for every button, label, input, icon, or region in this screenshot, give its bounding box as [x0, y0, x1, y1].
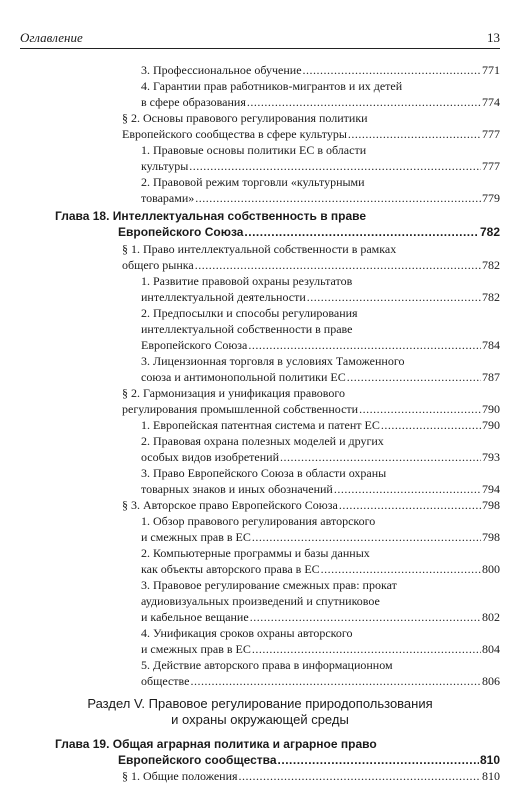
- dot-leader: [250, 609, 481, 625]
- entry-page-number: 810: [482, 769, 500, 783]
- entry-page-number: 782: [479, 225, 500, 239]
- entry-text: особых видов изобретений: [141, 450, 280, 464]
- chapter-entry-line[interactable]: [118, 752, 500, 768]
- entry-page-number: 777: [482, 159, 500, 173]
- entry-page-number: 804: [482, 642, 500, 656]
- toc-entry-line[interactable]: [122, 401, 500, 417]
- entry-text: товарных знаков и иных обозначений: [141, 482, 333, 496]
- toc-entry-line[interactable]: [141, 609, 500, 625]
- running-title: Оглавление: [20, 30, 83, 45]
- entry-page-number: 806: [482, 674, 500, 688]
- dot-leader: [334, 481, 481, 497]
- entry-page-number: 793: [482, 450, 500, 464]
- toc-entry-line: [141, 305, 358, 321]
- entry-text: 1. Развитие правовой охраны результатов: [141, 274, 353, 288]
- entry-text: 3. Правовое регулирование смежных прав: прокат: [141, 578, 397, 592]
- entry-text: § 3. Авторское право Европейского Союза: [122, 498, 338, 512]
- dot-leader: [189, 158, 481, 174]
- entry-text: регулирования промышленной собственности: [122, 402, 359, 416]
- entry-text: § 1. Право интеллектуальной собственности в рамках: [122, 242, 397, 256]
- entry-page-number: 790: [482, 402, 500, 416]
- entry-text: обществе: [141, 674, 190, 688]
- toc-entry-line: [141, 321, 352, 337]
- entry-text: 2. Правовая охрана полезных моделей и других: [141, 434, 384, 448]
- toc-entry-line[interactable]: [141, 561, 500, 577]
- entry-page-number: 777: [482, 127, 500, 141]
- entry-page-number: 787: [482, 370, 500, 384]
- toc-entry-line[interactable]: [141, 481, 500, 497]
- entry-text: аудиовизуальных произведений и спутниковое: [141, 594, 380, 608]
- entry-text: 4. Гарантии прав работников-мигрантов и их детей: [141, 79, 403, 93]
- dot-leader: [339, 497, 481, 513]
- toc-entry-line: [141, 657, 393, 673]
- toc-entry-line: [141, 142, 366, 158]
- entry-text: 3. Право Европейского Союза в области охраны: [141, 466, 387, 480]
- toc-entry-line: [141, 465, 386, 481]
- dot-leader: [190, 673, 481, 689]
- toc-entry-line[interactable]: [141, 529, 500, 545]
- dot-leader: [244, 224, 479, 240]
- entry-text: культуры: [141, 159, 189, 173]
- dot-leader: [381, 417, 481, 433]
- entry-text: Европейского Союза: [118, 225, 244, 239]
- chapter-entry-line: [55, 736, 377, 752]
- entry-page-number: 771: [482, 63, 500, 77]
- entry-page-number: 800: [482, 562, 500, 576]
- toc-entry-line[interactable]: [141, 641, 500, 657]
- toc-entry-line: [141, 625, 353, 641]
- toc-entry-line: [141, 174, 365, 190]
- entry-text: как объекты авторского права в ЕС: [141, 562, 320, 576]
- toc-entry-line[interactable]: [141, 369, 500, 385]
- entry-page-number: 790: [482, 418, 500, 432]
- part-heading-line: и охраны окружающей среды: [171, 712, 349, 727]
- entry-page-number: 802: [482, 610, 500, 624]
- entry-page-number: 798: [482, 530, 500, 544]
- dot-leader: [252, 529, 481, 545]
- entry-page-number: 810: [479, 753, 500, 767]
- dot-leader: [239, 768, 481, 784]
- toc-entry-line[interactable]: [141, 337, 500, 353]
- entry-text: и кабельное вещание: [141, 610, 249, 624]
- entry-text: в сфере образования: [141, 95, 246, 109]
- entry-text: 1. Обзор правового регулирования авторского: [141, 514, 376, 528]
- entry-text: 2. Правовой режим торговли «культурными: [141, 175, 365, 189]
- dot-leader: [303, 62, 481, 78]
- entry-text: Европейского Союза: [141, 338, 248, 352]
- toc-entry-line[interactable]: [141, 158, 500, 174]
- toc-entry-line[interactable]: [141, 62, 500, 78]
- toc-entry-line[interactable]: [141, 94, 500, 110]
- toc-entry-line: [141, 273, 352, 289]
- entry-text: 4. Унификация сроков охраны авторского: [141, 626, 353, 640]
- toc-entry-line[interactable]: [141, 417, 500, 433]
- toc-entry-line[interactable]: [141, 449, 500, 465]
- toc-entry-line[interactable]: [122, 257, 500, 273]
- entry-page-number: 794: [482, 482, 500, 496]
- toc-entry-line[interactable]: [141, 190, 500, 206]
- chapter-entry-line[interactable]: [118, 224, 500, 240]
- toc-entry-line[interactable]: [122, 126, 500, 142]
- toc-entry-line: [141, 593, 380, 609]
- dot-leader: [321, 561, 481, 577]
- entry-text: 3. Лицензионная торговля в условиях Таможенного: [141, 354, 405, 368]
- entry-text: § 2. Основы правового регулирования политики: [122, 111, 368, 125]
- toc-entry-line: [141, 433, 384, 449]
- entry-text: 2. Компьютерные программы и базы данных: [141, 546, 370, 560]
- entry-text: 3. Профессиональное обучение: [141, 63, 302, 77]
- toc-entry-line: [122, 110, 368, 126]
- entry-page-number: 782: [482, 258, 500, 272]
- entry-text: и смежных прав в ЕС: [141, 530, 251, 544]
- entry-page-number: 784: [482, 338, 500, 352]
- dot-leader: [248, 337, 481, 353]
- toc-entry-line: [122, 385, 345, 401]
- toc-entry-line: [141, 513, 375, 529]
- entry-text: § 1. Общие положения: [122, 769, 238, 783]
- toc-entry-line: [141, 545, 370, 561]
- toc-entry-line: [122, 241, 396, 257]
- dot-leader: [307, 289, 481, 305]
- dot-leader: [195, 190, 481, 206]
- entry-text: 2. Предпосылки и способы регулирования: [141, 306, 358, 320]
- entry-page-number: 798: [482, 498, 500, 512]
- dot-leader: [278, 752, 479, 768]
- chapter-entry-line: [55, 208, 366, 224]
- entry-text: 5. Действие авторского права в информационном: [141, 658, 393, 672]
- dot-leader: [359, 401, 481, 417]
- entry-page-number: 782: [482, 290, 500, 304]
- page-number: 13: [487, 30, 500, 45]
- page-header: [20, 30, 500, 48]
- entry-text: Глава 18. Интеллектуальная собственность в праве: [55, 209, 367, 223]
- entry-text: 1. Правовые основы политики ЕС в области: [141, 143, 367, 157]
- dot-leader: [252, 641, 481, 657]
- entry-text: интеллектуальной деятельности: [141, 290, 306, 304]
- dot-leader: [195, 257, 481, 273]
- entry-text: интеллектуальной собственности в праве: [141, 322, 353, 336]
- part-heading-line: Раздел V. Правовое регулирование природопользования: [87, 696, 433, 711]
- entry-text: товарами»: [141, 191, 195, 205]
- entry-text: и смежных прав в ЕС: [141, 642, 251, 656]
- toc-entry-line[interactable]: [141, 673, 500, 689]
- entry-text: союза и антимонопольной политики ЕС: [141, 370, 346, 384]
- entry-page-number: 779: [482, 191, 500, 205]
- header-rule: [20, 48, 500, 49]
- entry-text: Глава 19. Общая аграрная политика и аграрное право: [55, 737, 377, 751]
- entry-text: Европейского сообщества в сфере культуры: [122, 127, 347, 141]
- toc-entry-line: [141, 577, 397, 593]
- entry-text: Европейского сообщества: [118, 753, 277, 767]
- dot-leader: [247, 94, 481, 110]
- toc-entry-line[interactable]: [122, 768, 500, 784]
- entry-text: 1. Европейская патентная система и патент ЕС: [141, 418, 380, 432]
- toc-entry-line: [141, 78, 402, 94]
- entry-page-number: 774: [482, 95, 500, 109]
- entry-text: общего рынка: [122, 258, 194, 272]
- toc-entry-line[interactable]: [122, 497, 500, 513]
- entry-text: § 2. Гармонизация и унификация правового: [122, 386, 345, 400]
- toc-entry-line[interactable]: [141, 289, 500, 305]
- dot-leader: [348, 126, 481, 142]
- dot-leader: [347, 369, 481, 385]
- dot-leader: [280, 449, 481, 465]
- toc-entry-line: [141, 353, 404, 369]
